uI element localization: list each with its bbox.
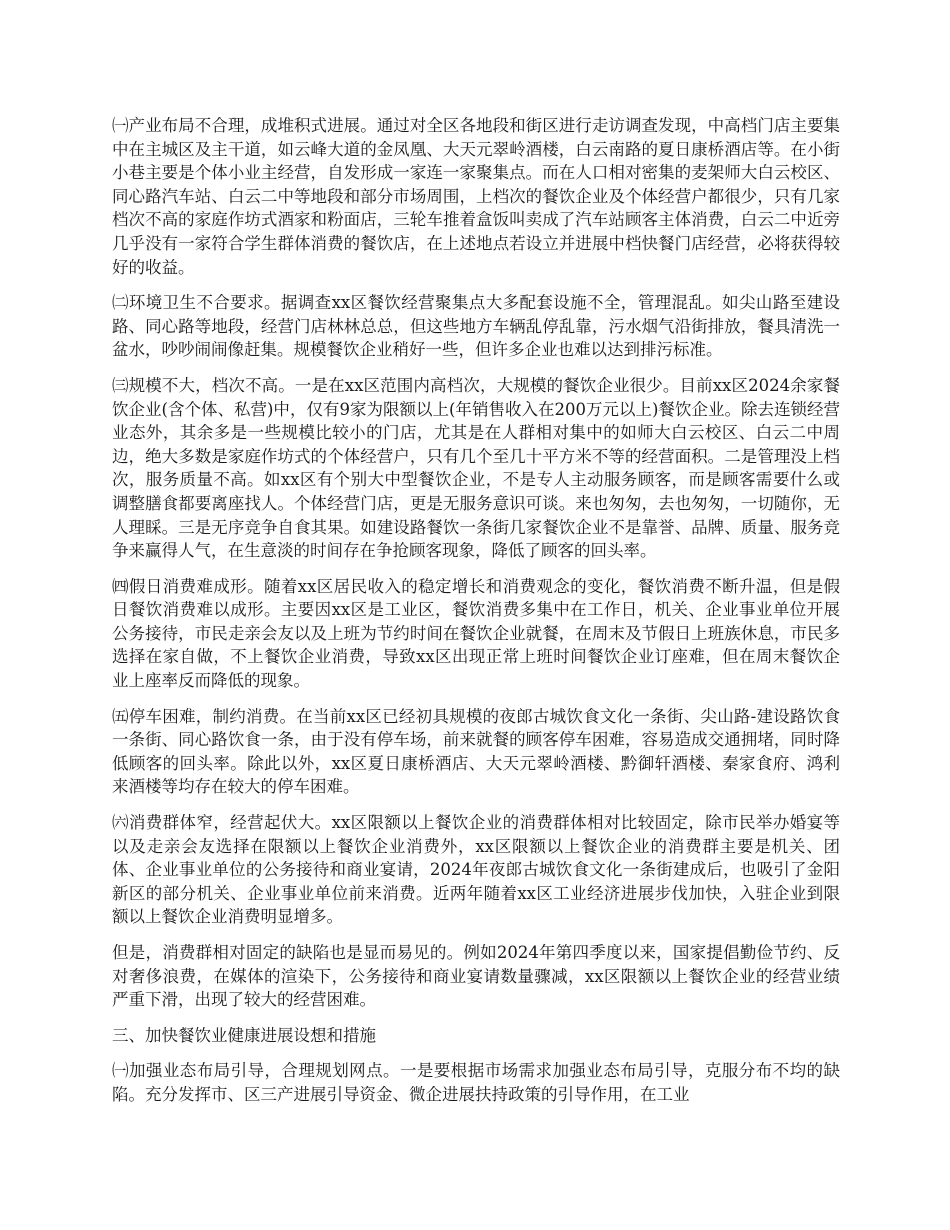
paragraph-holiday-consumption: ㈣假日消费难成形。随着xx区居民收入的稳定增长和消费观念的变化，餐饮消费不断升温，但是假日餐饮消费难以成形。主要因xx区是工业区，餐饮消费多集中在工作日，机关、企业事业单位开展公务接待，市民走亲会友以及上班为节约时间在餐饮企业就餐，在周末及节假日上班族休息，市民多选择在家自做，不上餐饮企业消费，导致xx区出现正常上班时间餐饮企业订座难，但在周末餐饮企业上座率反而降低的现象。: [112, 576, 840, 691]
section-heading: 三、加快餐饮业健康进展设想和措施: [112, 1025, 376, 1045]
paragraph-environment-hygiene: ㈡环境卫生不合要求。据调查xx区餐饮经营聚集点大多配套设施不全，管理混乱。如尖山路至建设路、同心路等地段，经营门店林林总总，但这些地方车辆乱停乱靠，污水烟气沿街排放，餐具清洗一盆水，吵吵闹闹像赶集。规模餐饮企业稍好一些，但许多企业也难以达到排污标准。: [112, 293, 840, 360]
paragraph-industry-layout: ㈠产业布局不合理，成堆积式进展。通过对全区各地段和街区进行走访调查发现，中高档门店主要集中在主城区及主干道，如云峰大道的金凤凰、大天元翠岭酒楼，白云南路的夏日康桥酒店等。在小街小巷主要是个体小业主经营，自发形成一家连一家聚集点。而在人口相对密集的麦架师大白云校区、同心路汽车站、白云二中等地段和部分市场周围，上档次的餐饮企业及个体经营户都很少，只有几家档次不高的家庭作坊式酒家和粉面店，三轮车推着盒饭叫卖成了汽车站顾客主体消费，白云二中近旁几乎没有一家符合学生群体消费的餐饮店，在上述地点若设立并进展中档快餐门店经营，必将获得较好的收益。: [112, 116, 840, 277]
paragraph-layout-guidance: ㈠加强业态布局引导，合理规划网点。一是要根据市场需求加强业态布局引导，克服分布不均的缺陷。充分发挥市、区三产进展引导资金、微企进展扶持政策的引导作用，在工业: [112, 1061, 840, 1104]
paragraph-consumer-group: ㈥消费群体窄，经营起伏大。xx区限额以上餐饮企业的消费群体相对比较固定，除市民举办婚宴等以及走亲会友选择在限额以上餐饮企业消费外，xx区限额以上餐饮企业的消费群主要是机关、团体、企业事业单位的公务接待和商业宴请，2024年夜郎古城饮食文化一条街建成后，也吸引了金阳新区的部分机关、企业事业单位前来消费。近两年随着xx区工业经济进展步伐加快，入驻企业到限额以上餐饮企业消费明显增多。: [112, 813, 840, 927]
document-body: [112, 114, 840, 1119]
paragraph-fixed-group-defect: 但是，消费群相对固定的缺陷也是显而易见的。例如2024年第四季度以来，国家提倡勤俭节约、反对奢侈浪费，在媒体的渲染下，公务接待和商业宴请数量骤减，xx区限额以上餐饮企业的经营业绩严重下滑，出现了较大的经营困难。: [112, 943, 840, 1010]
paragraph-scale-grade: ㈢规模不大，档次不高。一是在xx区范围内高档次，大规模的餐饮企业很少。目前xx区2024余家餐饮企业(含个体、私营)中，仅有9家为限额以上(年销售收入在200万元以上)餐饮企业。除去连锁经营业态外，其余多是一些规模比较小的门店，尤其是在人群相对集中的如师大白云校区、白云二中周边，绝大多数是家庭作坊式的个体经营户，只有几个至几十平方米不等的经营面积。二是管理没上档次，服务质量不高。如xx区有个别大中型餐饮企业，不是专人主动服务顾客，而是顾客需要什么或调整膳食都要离座找人。个体经营门店，更是无服务意识可谈。来也匆匆，去也匆匆，一切随你，无人理睬。三是无序竞争自食其果。如建设路餐饮一条街几家餐饮企业不是靠誉、品牌、质量、服务竞争来赢得人气，在生意淡的时间存在争抢顾客现象，降低了顾客的回头率。: [112, 375, 840, 561]
paragraph-parking: ㈤停车困难，制约消费。在当前xx区已经初具规模的夜郎古城饮食文化一条街、尖山路-建设路饮食一条街、同心路饮食一条，由于没有停车场，前来就餐的顾客停车困难，容易造成交通拥堵，同时降低顾客的回头率。除此以外，xx区夏日康桥酒店、大天元翠岭酒楼、黔御轩酒楼、秦家食府、鸿利来酒楼等均存在较大的停车困难。: [112, 706, 840, 797]
